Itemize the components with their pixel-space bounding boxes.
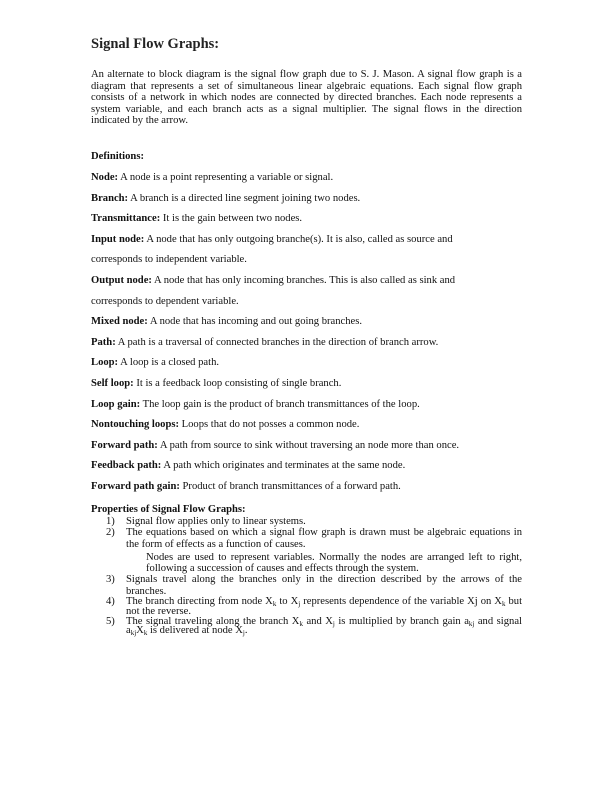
subscript: k: [299, 619, 303, 628]
definition-text: A node is a point representing a variable or signal.: [118, 172, 334, 183]
property-note: Nodes are used to represent variables. Normally the nodes are arranged left to right, following a succession of causes and effects through the system.: [146, 551, 522, 575]
definition-text: The loop gain is the product of branch transmittances of the loop.: [140, 398, 420, 410]
definition-term: Path:: [91, 336, 116, 348]
property-item: [106, 516, 522, 527]
text-segment: is delivered at node X: [147, 625, 243, 637]
definition-item: [91, 336, 531, 357]
definitions-heading: Definitions:: [91, 151, 144, 162]
property-number: 4): [106, 596, 115, 608]
definition-item: [91, 377, 531, 398]
property-item: [106, 574, 522, 597]
definition-term: Input node:: [91, 233, 145, 245]
property-number: 2): [106, 527, 115, 539]
definition-item: [91, 171, 531, 192]
text-segment: X: [136, 625, 144, 637]
definition-text: A path from source to sink without traversing an node more than once.: [157, 439, 460, 451]
definition-term: Forward path:: [91, 439, 158, 451]
definition-text: Loops that do not posses a common node.: [179, 419, 360, 431]
property-text: [126, 516, 522, 527]
subscript: kj: [130, 629, 137, 638]
text-segment: Signal flow applies only to linear systems.: [126, 516, 306, 527]
property-text: [126, 617, 522, 637]
definition-item: [91, 480, 531, 501]
definition-item: [91, 253, 531, 274]
definition-term: Loop gain:: [91, 398, 141, 410]
text-segment: represents dependence of the variable Xj on X: [300, 596, 502, 608]
definition-term: Loop:: [91, 357, 119, 369]
definition-text: A branch is a directed line segment joining two nodes.: [128, 192, 361, 204]
property-text: [126, 597, 522, 617]
definition-text: Product of branch transmittances of a forward path.: [179, 480, 401, 492]
definition-term: Self loop:: [91, 377, 134, 389]
definition-item: [91, 295, 531, 316]
definition-text: A node that has only incoming branches. This is also called as sink and: [151, 274, 456, 286]
property-item: [106, 597, 522, 617]
definition-text: A node that has only outgoing branche(s). It is also, called as source and: [144, 233, 453, 245]
definition-term: Branch:: [91, 192, 129, 204]
subscript: k: [501, 600, 506, 609]
subscript: j: [298, 600, 301, 609]
property-number: 3): [106, 574, 115, 586]
property-item: [106, 617, 522, 637]
definition-item: [91, 459, 531, 480]
text-segment: The equations based on which a signal flow graph is drawn must be algebraic equations in the form of effects as a function of causes.: [126, 527, 522, 550]
definition-term: Nontouching loops:: [91, 419, 180, 431]
properties-heading: Properties of Signal Flow Graphs:: [91, 504, 246, 515]
text-segment: but not the reverse.: [126, 596, 523, 617]
definition-term: Mixed node:: [91, 316, 148, 328]
definitions-list: [91, 171, 531, 501]
property-text: [126, 574, 522, 597]
text-segment: to X: [276, 596, 299, 608]
definition-term: Feedback path:: [91, 460, 162, 472]
subscript: k: [143, 629, 148, 638]
definition-term: Transmittance:: [91, 213, 161, 225]
subscript: k: [272, 600, 277, 609]
text-segment: Signals travel along the branches only in the direction described by the arrows of the branches.: [126, 574, 522, 597]
definition-text: A loop is a closed path.: [118, 357, 220, 369]
subscript: j: [242, 629, 245, 638]
definition-item: [91, 418, 531, 439]
definition-term: Node:: [91, 172, 119, 183]
definition-item: [91, 233, 531, 254]
properties-list: [106, 516, 522, 636]
intro-paragraph: An alternate to block diagram is the signal flow graph due to S. J. Mason. A signal flow graph is a diagram that represents a set of simultaneous linear algebraic equations. Each signal flow graph consists of a network in which nodes are connected by directed branches. Each node represents a system variable, and each branch acts as a signal multiplier. The signal flows in the direction indicated by the arrow.: [91, 69, 522, 127]
definition-item: [91, 398, 531, 419]
property-item: [106, 527, 522, 574]
property-text: [126, 527, 522, 550]
text-segment: The signal traveling along the branch X: [126, 615, 300, 627]
definition-text: corresponds to dependent variable.: [91, 295, 239, 307]
definition-text: A path is a traversal of connected branches in the direction of branch arrow.: [115, 336, 439, 348]
text-segment: The branch directing from node X: [126, 596, 273, 608]
definition-term: Forward path gain:: [91, 480, 180, 492]
property-number: 1): [106, 516, 115, 527]
page-title: Signal Flow Graphs:: [91, 36, 220, 52]
definition-item: [91, 212, 531, 233]
text-segment: .: [244, 625, 248, 637]
definition-term: Output node:: [91, 274, 152, 286]
text-segment: is multiplied by branch gain a: [334, 615, 469, 627]
text-segment: and signal a: [126, 615, 522, 637]
definition-item: [91, 439, 531, 460]
definition-text: A node that has incoming and out going branches.: [147, 316, 362, 328]
definition-item: [91, 315, 531, 336]
definition-item: [91, 356, 531, 377]
definition-text: A path which originates and terminates at the same node.: [161, 460, 406, 472]
definition-item: [91, 274, 531, 295]
definition-item: [91, 192, 531, 213]
definition-text: corresponds to independent variable.: [91, 254, 247, 266]
definition-text: It is the gain between two nodes.: [160, 213, 303, 225]
subscript: kj: [468, 619, 475, 628]
definition-text: It is a feedback loop consisting of single branch.: [133, 377, 342, 389]
subscript: j: [332, 619, 335, 628]
property-number: 5): [106, 615, 115, 627]
text-segment: and X: [302, 615, 333, 627]
